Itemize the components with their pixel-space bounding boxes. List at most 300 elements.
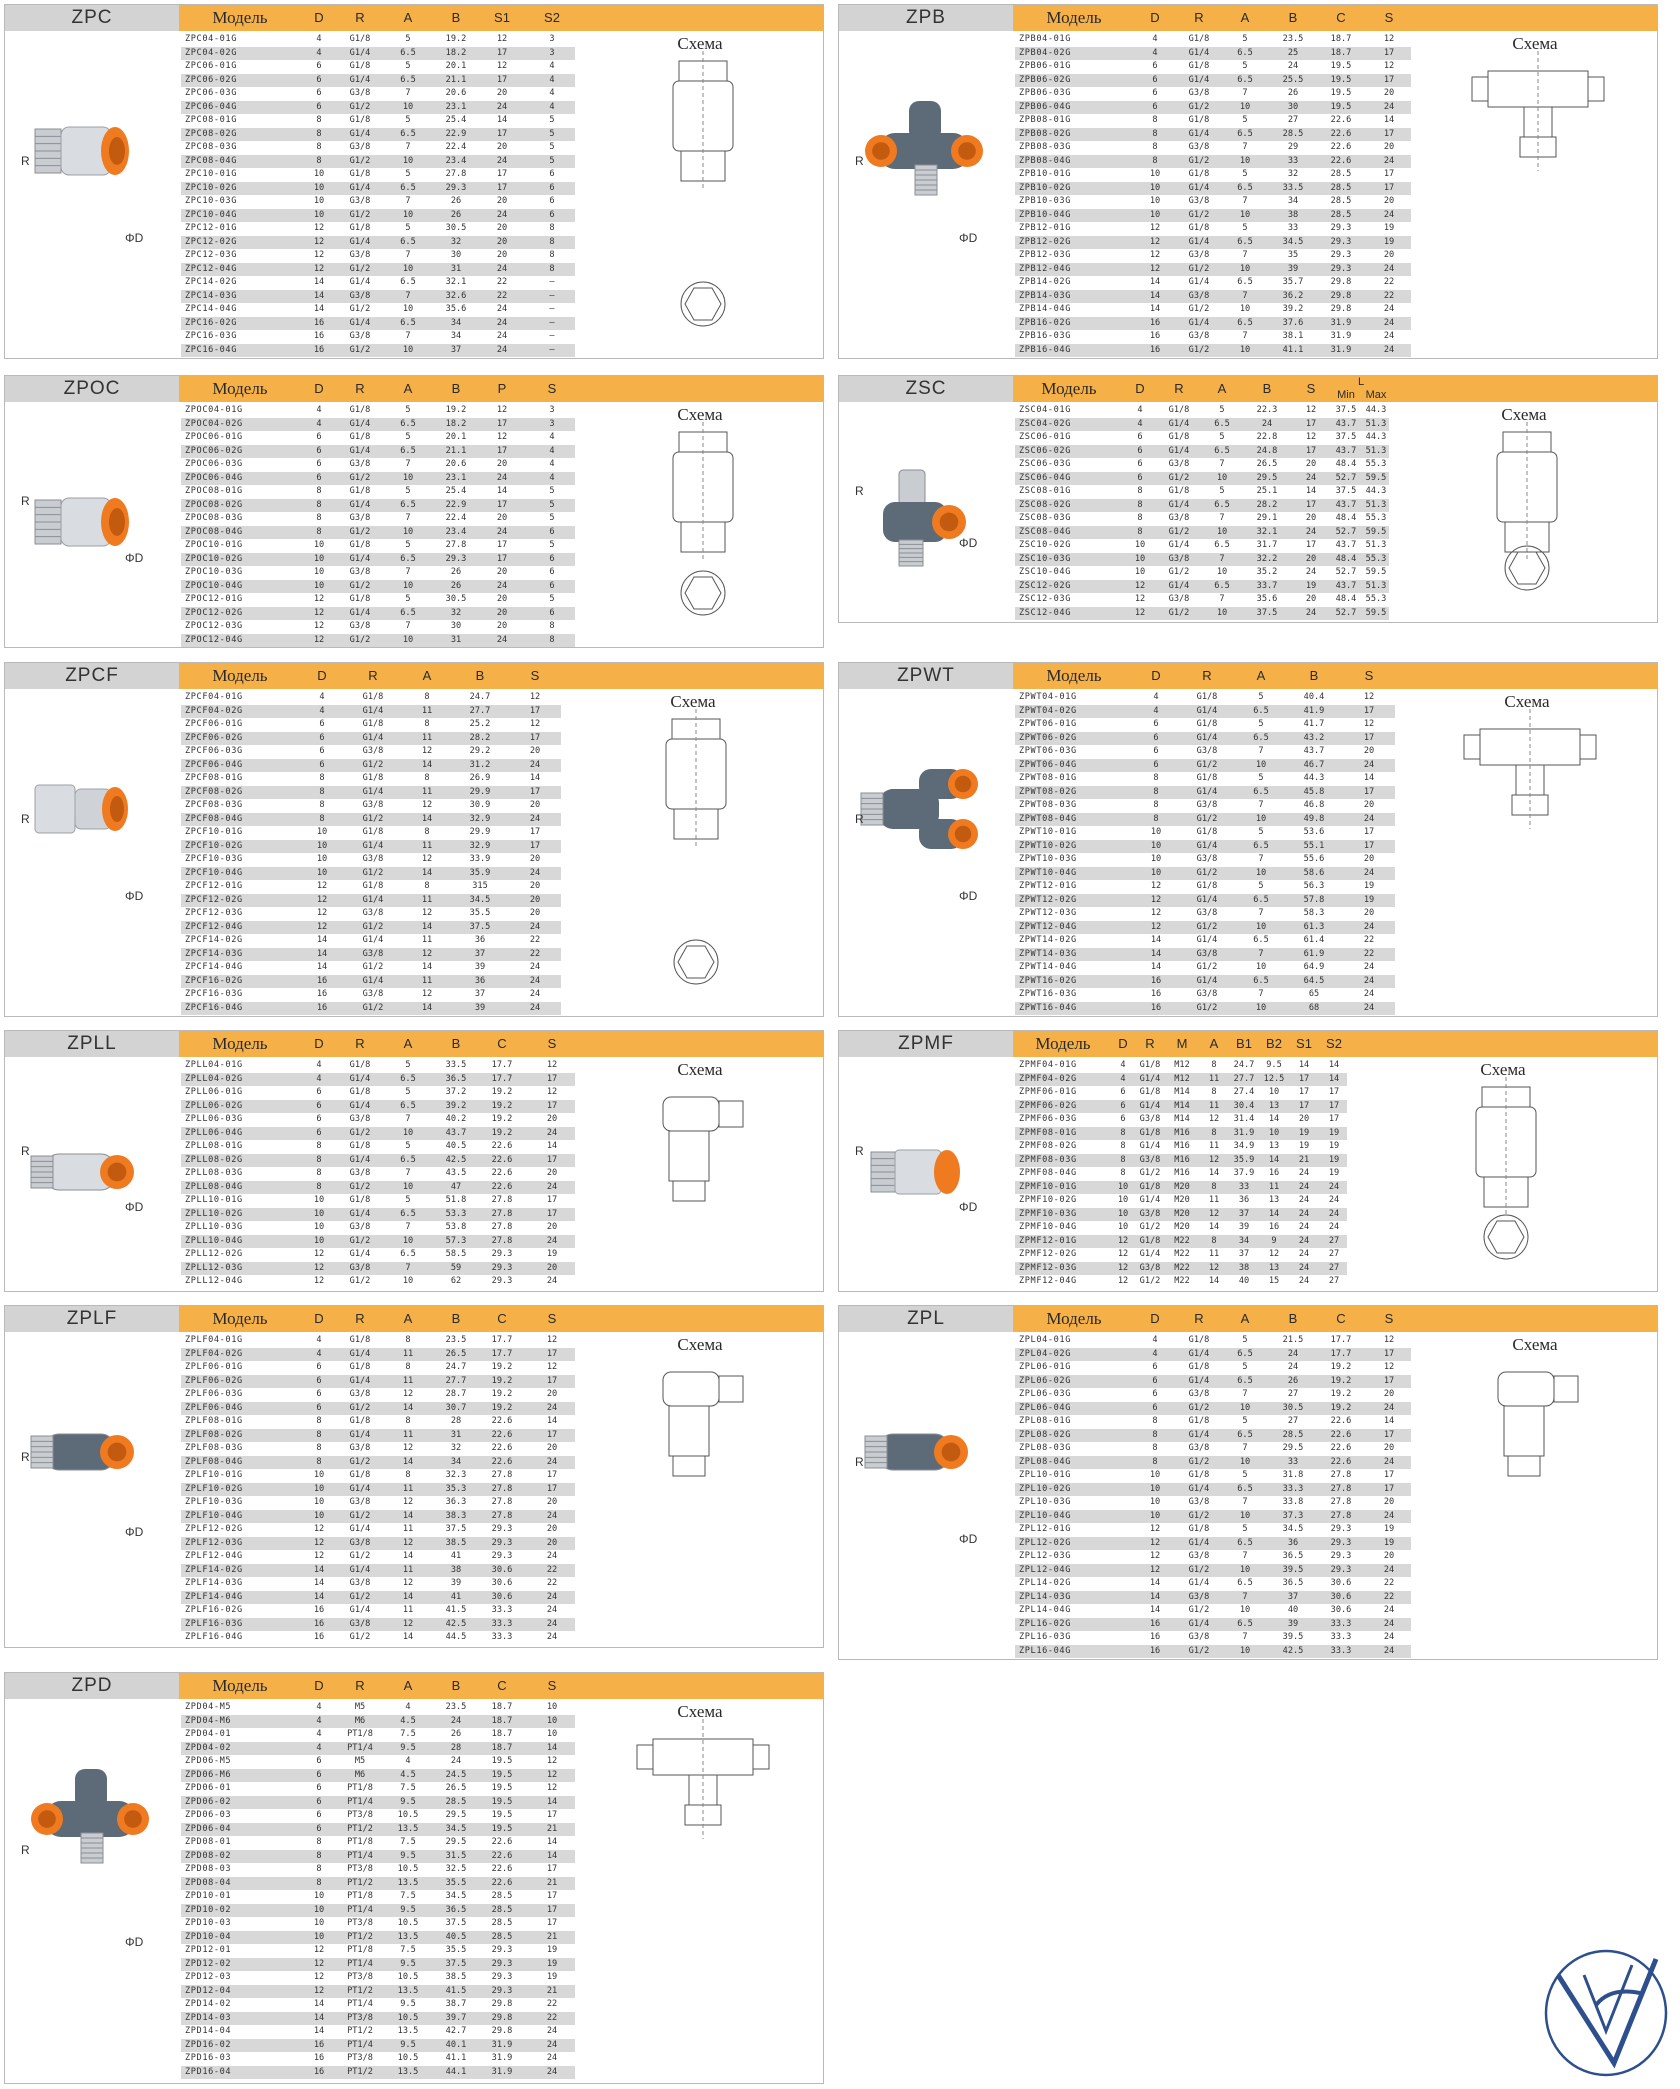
cell-value: 10 <box>313 567 325 577</box>
cell-value: 10 <box>1150 854 1162 864</box>
table-row <box>1015 894 1395 908</box>
model-header: Модель <box>212 1034 268 1053</box>
cell-value: G1/4 <box>362 975 384 986</box>
cell-value: 4 <box>549 74 555 85</box>
cell-value: 16 <box>316 1002 328 1013</box>
cell-value: 22 <box>1363 948 1375 959</box>
cell-value: 10 <box>1239 1510 1251 1521</box>
cell-value: 27.8 <box>491 1222 513 1232</box>
model-code: ZPD08-01 <box>185 1837 232 1847</box>
cell-value: 24 <box>1363 813 1375 824</box>
table-row <box>1015 1248 1347 1262</box>
cell-value: 12 <box>313 1537 325 1548</box>
cell-value: G1/4 <box>1168 580 1190 591</box>
cell-value: 6.5 <box>1214 580 1230 591</box>
column-header-l-max: Max <box>1365 389 1387 401</box>
cell-value: 6.5 <box>1237 1429 1253 1440</box>
model-code: ZPWT08-03G <box>1019 800 1077 810</box>
cell-value: 6.5 <box>1237 1375 1253 1386</box>
cell-value: 17 <box>496 445 508 456</box>
cell-value: 20 <box>496 142 508 152</box>
cell-value: 53.6 <box>1303 827 1325 837</box>
cell-value: 18.7 <box>491 1702 513 1712</box>
cell-value: 33.7 <box>1256 580 1278 591</box>
cell-value: 10 <box>1239 1564 1251 1575</box>
cell-value: 32 <box>450 236 462 247</box>
cell-value: 7 <box>405 459 411 469</box>
cell-value: 9.5 <box>400 1850 416 1861</box>
model-code: ZPB06-04G <box>1019 101 1071 112</box>
column-header-d: D <box>314 1678 324 1693</box>
cell-value: 38.1 <box>1282 331 1304 341</box>
cell-value: 21.5 <box>1282 1335 1304 1345</box>
table-row <box>181 1113 575 1127</box>
cell-value: 37.5 <box>1335 486 1357 496</box>
cell-value: 8 <box>316 128 322 139</box>
table-row <box>181 128 575 142</box>
model-code: ZPB10-02G <box>1019 182 1071 193</box>
cell-value: G1/8 <box>349 1335 371 1345</box>
cell-value: 22 <box>546 2012 558 2023</box>
model-code: ZPWT10-03G <box>1019 854 1077 864</box>
table-row <box>181 1510 575 1524</box>
model-code: ZPMF12-04G <box>1019 1276 1077 1286</box>
model-code: ZPMF08-03G <box>1019 1154 1077 1165</box>
cell-value: G1/8 <box>1139 1127 1161 1138</box>
cell-value: — <box>549 344 555 355</box>
cell-value: 21.1 <box>445 74 467 85</box>
cell-value: 24 <box>1298 1276 1310 1286</box>
cell-value: 31.7 <box>1256 540 1278 550</box>
cell-value: G3/8 <box>349 1114 371 1124</box>
cell-value: 5 <box>1242 1335 1248 1345</box>
cell-value: 8 <box>1211 1060 1217 1070</box>
cell-value: 31.5 <box>445 1850 467 1861</box>
table-row <box>181 1402 575 1416</box>
table-row <box>1015 195 1411 209</box>
cell-value: G1/4 <box>349 418 371 429</box>
cell-value: 10 <box>1134 567 1146 577</box>
cell-value: 19 <box>1363 894 1375 905</box>
column-header-a: A <box>1240 10 1250 25</box>
cell-value: G1/2 <box>1188 344 1210 355</box>
model-code: ZSC12-03G <box>1019 594 1071 604</box>
cell-value: G1/4 <box>349 128 371 139</box>
cell-value: 17 <box>546 1470 558 1480</box>
cell-value: G3/8 <box>1139 1208 1161 1219</box>
table-row <box>1015 1086 1347 1100</box>
cell-value: 39 <box>474 962 486 972</box>
cell-value: 8 <box>319 773 325 783</box>
cell-value: 17 <box>529 732 541 743</box>
table-row <box>1015 799 1395 813</box>
model-code: ZPB12-01G <box>1019 223 1071 233</box>
cell-value: 17 <box>1305 418 1317 429</box>
cell-value: G1/2 <box>362 867 384 878</box>
cell-value: 12 <box>546 1362 558 1372</box>
cell-value: 16 <box>1150 975 1162 986</box>
cell-value: 22.4 <box>445 513 467 523</box>
cell-value: 29.3 <box>491 1276 513 1286</box>
column-header-d: D <box>314 1311 324 1326</box>
cell-value: 32.6 <box>445 290 467 301</box>
cell-value: 6 <box>1120 1114 1126 1124</box>
cell-value: G1/4 <box>1188 1618 1210 1629</box>
cell-value: 14 <box>1150 935 1162 945</box>
cell-value: 10 <box>1216 472 1228 483</box>
cell-value: G1/8 <box>1188 1335 1210 1345</box>
cell-value: 44.5 <box>445 1632 467 1642</box>
cell-value: 14 <box>421 867 433 878</box>
cell-value: 11 <box>421 732 433 743</box>
model-code: ZPC14-04G <box>185 304 237 314</box>
cell-value: 43.7 <box>1335 580 1357 591</box>
cell-value: G3/8 <box>349 290 371 301</box>
cell-value: 14 <box>421 1002 433 1013</box>
cell-value: 10 <box>402 1235 414 1246</box>
cell-value: 19.2 <box>491 1127 513 1138</box>
cell-value: 22.4 <box>445 142 467 152</box>
model-code: ZPLF16-02G <box>185 1605 243 1615</box>
model-code: ZPMF06-02G <box>1019 1100 1077 1111</box>
cell-value: 29.3 <box>1330 236 1352 247</box>
cell-value: G1/8 <box>1168 486 1190 496</box>
model-code: ZPWT12-02G <box>1019 894 1077 905</box>
model-code: ZPL14-04G <box>1019 1605 1071 1615</box>
cell-value: G1/8 <box>1196 719 1218 729</box>
model-code: ZPB08-04G <box>1019 155 1071 166</box>
model-code: ZPLF12-02G <box>185 1524 243 1534</box>
cell-value: G1/2 <box>349 101 371 112</box>
cell-value: 33 <box>1287 223 1299 233</box>
cell-value: 4 <box>405 1702 411 1712</box>
cell-value: 31.9 <box>1233 1127 1255 1138</box>
cell-value: 6 <box>319 719 325 729</box>
table-row <box>1015 759 1395 773</box>
cell-value: G3/8 <box>349 1618 371 1629</box>
cell-value: 27.4 <box>1233 1087 1255 1097</box>
column-header-s: S <box>1384 1311 1394 1326</box>
cell-value: G1/4 <box>1196 705 1218 716</box>
thread-label-r: R <box>21 1144 30 1159</box>
model-code: ZPL04-01G <box>1019 1335 1071 1345</box>
model-code: ZPLF10-03G <box>185 1497 243 1507</box>
cell-value: 29.3 <box>445 553 467 564</box>
cell-value: 4 <box>1152 1335 1158 1345</box>
cell-value: 8 <box>316 1154 322 1165</box>
cell-value: 4 <box>549 472 555 483</box>
cell-value: 10 <box>402 1181 414 1192</box>
cell-value: 29.3 <box>1330 223 1352 233</box>
cell-value: 28.7 <box>445 1389 467 1399</box>
column-header-l-min: Min <box>1337 389 1355 401</box>
cell-value: 57.8 <box>1303 894 1325 905</box>
cell-value: 6.5 <box>1237 277 1253 287</box>
model-code: ZPLF16-04G <box>185 1632 243 1642</box>
cell-value: 16 <box>1150 989 1162 999</box>
cell-value: 43.7 <box>1335 445 1357 456</box>
cell-value: 10 <box>1149 1510 1161 1521</box>
cell-value: 4 <box>316 1702 322 1712</box>
cell-value: G3/8 <box>349 567 371 577</box>
cell-value: G1/8 <box>349 169 371 179</box>
column-header-d: D <box>1135 381 1145 396</box>
model-code: ZPMF08-04G <box>1019 1168 1077 1178</box>
cell-value: 24 <box>529 759 541 770</box>
cell-value: G3/8 <box>349 621 371 631</box>
model-code: ZPD06-03 <box>185 1810 232 1820</box>
model-code: ZPL14-02G <box>1019 1578 1071 1588</box>
model-code: ZPD08-03 <box>185 1864 232 1874</box>
cell-value: 6.5 <box>400 499 416 510</box>
cell-value: 20 <box>496 621 508 631</box>
cell-value: G1/8 <box>349 432 371 442</box>
cell-value: 17 <box>496 169 508 179</box>
cell-value: 19.2 <box>491 1362 513 1372</box>
cell-value: 36 <box>1238 1195 1250 1205</box>
cell-value: 17 <box>546 1891 558 1901</box>
cell-value: PT1/2 <box>347 1877 373 1888</box>
cell-value: 27.8 <box>491 1510 513 1521</box>
cell-value: 8 <box>549 263 555 274</box>
column-header-r: R <box>355 1311 365 1326</box>
cell-value: 34 <box>1238 1235 1250 1246</box>
cell-value: 10 <box>313 580 325 591</box>
table-row <box>1015 826 1395 840</box>
schema-drawing <box>1403 689 1657 1012</box>
cell-value: 5 <box>405 540 411 550</box>
table-row <box>1015 236 1411 250</box>
model-code: ZPLL08-04G <box>185 1181 243 1192</box>
cell-value: 22 <box>529 948 541 959</box>
cell-value: G1/2 <box>349 1510 371 1521</box>
table-row <box>181 975 561 989</box>
cell-value: 7 <box>1258 800 1264 810</box>
model-code: ZPD06-01 <box>185 1783 232 1793</box>
cell-value: 8 <box>1211 1087 1217 1097</box>
table-row <box>181 1221 575 1235</box>
cell-value: 6.5 <box>400 418 416 429</box>
cell-value: 8 <box>405 1335 411 1345</box>
table-row <box>1015 317 1411 331</box>
cell-value: 12 <box>421 800 433 810</box>
table-row <box>1015 276 1411 290</box>
model-code: ZPCF10-03G <box>185 854 243 864</box>
cell-value: 26 <box>450 580 462 591</box>
table-row <box>181 60 575 74</box>
panel-zpoc <box>4 375 824 648</box>
cell-value: 24 <box>1363 989 1375 999</box>
column-header-s2: S2 <box>1326 1036 1342 1051</box>
cell-value: 24 <box>450 1756 462 1766</box>
cell-value: PT1/4 <box>347 1999 373 2009</box>
cell-value: 22 <box>529 935 541 945</box>
cell-value: 34.5 <box>469 894 491 905</box>
series-name: ZSC <box>839 376 1013 402</box>
model-code: ZSC10-02G <box>1019 540 1071 550</box>
cell-value: 6 <box>316 1769 322 1780</box>
table-row <box>181 47 575 61</box>
table-row <box>181 1100 575 1114</box>
table-row <box>1015 249 1411 263</box>
cell-value: 24 <box>1383 1456 1395 1467</box>
cell-value: 10 <box>546 1702 558 1712</box>
cell-value: G1/4 <box>362 840 384 851</box>
cell-value: 19.2 <box>1330 1389 1352 1399</box>
cell-value: 4 <box>316 1335 322 1345</box>
table-row <box>181 445 575 459</box>
cell-value: 4 <box>1137 418 1143 429</box>
cell-value: 14 <box>1328 1073 1340 1084</box>
cell-value: M12 <box>1174 1073 1190 1084</box>
cell-value: 36.5 <box>1282 1578 1304 1588</box>
cell-value: PT1/2 <box>347 2066 373 2077</box>
cell-value: 59 <box>450 1262 462 1273</box>
cell-value: G1/2 <box>1139 1276 1161 1286</box>
cell-value: 32 <box>1287 169 1299 179</box>
cell-value: 22 <box>546 1578 558 1588</box>
table-row <box>181 263 575 277</box>
cell-value: G1/4 <box>1139 1249 1161 1259</box>
column-header-s: S <box>1384 10 1394 25</box>
cell-value: 20 <box>1363 908 1375 918</box>
table-row <box>181 1971 575 1985</box>
cell-value: 14 <box>402 1510 414 1521</box>
cell-value: G3/8 <box>1188 1389 1210 1399</box>
panel-zpcf <box>4 662 824 1017</box>
cell-value: 34 <box>450 317 462 328</box>
cell-value: G1/4 <box>349 1524 371 1534</box>
cell-value: 17 <box>529 827 541 837</box>
cell-value: 10 <box>1239 155 1251 166</box>
cell-value: 9.5 <box>400 2039 416 2050</box>
model-code: ZPD12-02 <box>185 1958 232 1969</box>
cell-value: 28.5 <box>491 1931 513 1942</box>
table-row <box>1015 1127 1347 1141</box>
table-row <box>1015 566 1389 580</box>
cell-value: G3/8 <box>349 1222 371 1232</box>
column-header-r: R <box>1194 1311 1204 1326</box>
cell-value: 14 <box>1149 277 1161 287</box>
table-row <box>1015 1334 1411 1348</box>
cell-value: 6.5 <box>1253 894 1269 905</box>
cell-value: 28.5 <box>1282 1429 1304 1440</box>
column-header-r: R <box>1174 381 1184 396</box>
cell-value: G1/8 <box>1168 405 1190 415</box>
cell-value: 38.5 <box>445 1537 467 1548</box>
cell-value: 18.7 <box>491 1715 513 1726</box>
table-row <box>1015 47 1411 61</box>
column-header-s: S <box>547 1311 557 1326</box>
cell-value: 7 <box>1258 908 1264 918</box>
cell-value: 17 <box>1298 1073 1310 1084</box>
cell-value: 27.7 <box>445 1375 467 1386</box>
cell-value: 19 <box>546 1972 558 1982</box>
cell-value: 48.4 <box>1335 594 1357 604</box>
cell-value: 20 <box>1305 553 1317 564</box>
table-row <box>181 1181 575 1195</box>
table-row <box>181 1537 575 1551</box>
cell-value: 18.7 <box>491 1729 513 1739</box>
cell-value: 17 <box>1383 1470 1395 1480</box>
cell-value: 17 <box>546 1483 558 1494</box>
table-row <box>181 1059 575 1073</box>
model-code: ZPMF08-02G <box>1019 1141 1077 1151</box>
cell-value: 22 <box>1383 277 1395 287</box>
model-code: ZPL06-03G <box>1019 1389 1071 1399</box>
cell-value: G1/8 <box>349 34 371 44</box>
cell-value: 17 <box>546 1375 558 1386</box>
schema-header: Схема <box>677 1335 723 1354</box>
cell-value: 40.2 <box>445 1114 467 1124</box>
cell-value: G1/8 <box>349 1060 371 1070</box>
table-row <box>181 634 575 648</box>
column-header-a: A <box>403 1036 413 1051</box>
cell-value: 7 <box>1219 553 1225 564</box>
table-row <box>181 209 575 223</box>
cell-value: 24 <box>546 1276 558 1286</box>
cell-value: 8 <box>424 881 430 891</box>
table-row <box>181 114 575 128</box>
column-header-s: S <box>1364 668 1374 683</box>
cell-value: 14 <box>1149 304 1161 314</box>
model-code: ZPD12-04 <box>185 1985 232 1996</box>
cell-value: 12 <box>1134 580 1146 591</box>
cell-value: 24 <box>1383 155 1395 166</box>
cell-value: G1/4 <box>349 499 371 510</box>
model-code: ZPLF08-04G <box>185 1456 243 1467</box>
column-header-s: S <box>547 1036 557 1051</box>
cell-value: 12 <box>1149 250 1161 260</box>
cell-value: 9.5 <box>400 1999 416 2009</box>
cell-value: 16 <box>1149 331 1161 341</box>
cell-value: 24 <box>529 867 541 878</box>
column-header-d: D <box>317 668 327 683</box>
table-row <box>1015 1361 1411 1375</box>
cell-value: 6 <box>1153 732 1159 743</box>
cell-value: 33 <box>1238 1181 1250 1192</box>
table-row <box>181 1348 575 1362</box>
cell-value: 52.7 <box>1335 567 1357 577</box>
cell-value: 22.6 <box>491 1181 513 1192</box>
cell-value: 14 <box>546 1141 558 1151</box>
cell-value: 14 <box>313 1999 325 2009</box>
cell-value: 29.3 <box>1330 1564 1352 1575</box>
model-code: ZSC06-03G <box>1019 459 1071 469</box>
cell-value: 20.6 <box>445 88 467 98</box>
cell-value: 8 <box>316 1850 322 1861</box>
cell-value: — <box>549 304 555 314</box>
cell-value: 10 <box>1149 209 1161 220</box>
table-row <box>181 1823 575 1837</box>
cell-value: 61.9 <box>1303 948 1325 959</box>
cell-value: 56.3 <box>1303 881 1325 891</box>
model-code: ZPD10-01 <box>185 1891 232 1901</box>
cell-value: 31.9 <box>491 2066 513 2077</box>
table-row <box>1015 553 1389 567</box>
cell-value: 21 <box>1298 1154 1310 1165</box>
cell-value: 24 <box>496 526 508 537</box>
model-code: ZPLL12-04G <box>185 1276 243 1286</box>
cell-value: 6.5 <box>400 553 416 564</box>
cell-value: 10 <box>1239 263 1251 274</box>
cell-value: 31.2 <box>469 759 491 770</box>
cell-value: 38.5 <box>445 1972 467 1982</box>
cell-value: M6 <box>354 1769 366 1780</box>
table-row <box>181 87 575 101</box>
table-row <box>1015 1275 1347 1289</box>
cell-value: 8 <box>549 621 555 631</box>
